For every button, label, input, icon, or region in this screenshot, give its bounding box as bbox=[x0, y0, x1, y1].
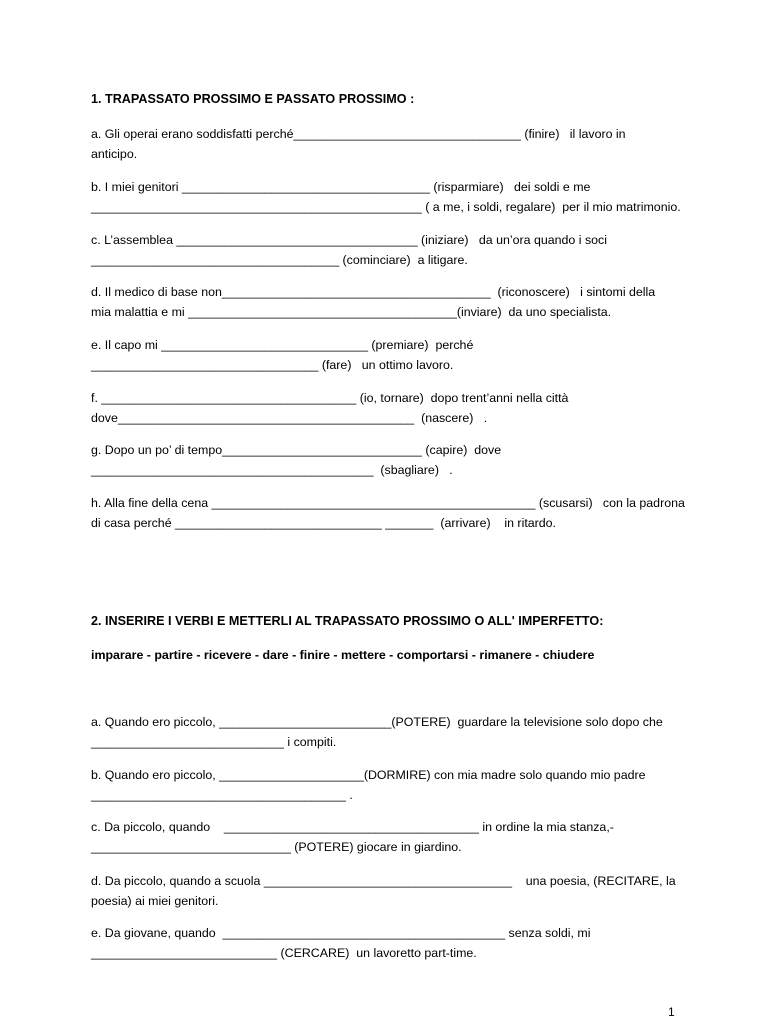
exercise-1g bbox=[91, 440, 691, 480]
exercise-line: poesia) ai miei genitori. bbox=[91, 894, 219, 908]
exercise-2e bbox=[91, 923, 691, 963]
section-2-title: 2. INSERIRE I VERBI E METTERLI AL TRAPASSATO PROSSIMO O ALL' IMPERFETTO: bbox=[91, 614, 604, 628]
exercise-line: ________________________________________________ ( a me, i soldi, regalare) per il mio matrimonio. bbox=[91, 200, 681, 214]
exercise-1d bbox=[91, 282, 691, 322]
exercise-line: h. Alla fine della cena _______________________________________________ (scusarsi) con la padrona bbox=[91, 496, 685, 510]
exercise-line: ___________________________ (CERCARE) un lavoretto part-time. bbox=[91, 946, 477, 960]
exercise-1c bbox=[91, 230, 691, 270]
exercise-1b bbox=[91, 177, 691, 217]
exercise-line: d. Da piccolo, quando a scuola ____________________________________ una poesia, (RECITARE, la bbox=[91, 874, 676, 888]
exercise-line: b. I miei genitori ____________________________________ (risparmiare) dei soldi e me bbox=[91, 180, 591, 194]
exercise-2a bbox=[91, 712, 691, 752]
exercise-line: di casa perché ______________________________ _______ (arrivare) in ritardo. bbox=[91, 516, 556, 530]
exercise-1h bbox=[91, 493, 691, 533]
exercise-line: ____________________________ i compiti. bbox=[91, 735, 337, 749]
verb-list: imparare - partire - ricevere - dare - finire - mettere - comportarsi - rimanere - chiudere bbox=[91, 648, 595, 662]
exercise-line: _____________________________ (POTERE) giocare in giardino. bbox=[91, 840, 462, 854]
exercise-line: dove___________________________________________ (nascere) . bbox=[91, 411, 488, 425]
exercise-line: ____________________________________ (cominciare) a litigare. bbox=[91, 253, 468, 267]
exercise-2c bbox=[91, 817, 691, 857]
exercise-line: _________________________________________ (sbagliare) . bbox=[91, 463, 453, 477]
exercise-line: g. Dopo un po’ di tempo_____________________________ (capire) dove bbox=[91, 443, 502, 457]
exercise-line: d. Il medico di base non_______________________________________ (riconoscere) i sintomi della bbox=[91, 285, 656, 299]
exercise-line: a. Gli operai erano soddisfatti perché_________________________________ (finire) il lavoro in bbox=[91, 127, 626, 141]
section-1-title: 1. TRAPASSATO PROSSIMO E PASSATO PROSSIMO : bbox=[91, 92, 415, 106]
exercise-line: f. _____________________________________ (io, tornare) dopo trent’anni nella città bbox=[91, 391, 569, 405]
page-number: 1 bbox=[668, 1005, 675, 1019]
exercise-1e bbox=[91, 335, 691, 375]
exercise-line: c. L’assemblea ___________________________________ (iniziare) da un’ora quando i soci bbox=[91, 233, 607, 247]
exercise-1f bbox=[91, 388, 691, 428]
exercise-line: _________________________________ (fare) un ottimo lavoro. bbox=[91, 358, 454, 372]
exercise-line: b. Quando ero piccolo, _____________________(DORMIRE) con mia madre solo quando mio padre bbox=[91, 768, 646, 782]
exercise-line: e. Il capo mi ______________________________ (premiare) perché bbox=[91, 338, 474, 352]
exercise-line: mia malattia e mi _______________________________________(inviare) da uno specialista. bbox=[91, 305, 612, 319]
exercise-line: anticipo. bbox=[91, 147, 138, 161]
exercise-line: e. Da giovane, quando _________________________________________ senza soldi, mi bbox=[91, 926, 591, 940]
exercise-2d bbox=[91, 871, 691, 911]
exercise-1a bbox=[91, 124, 691, 164]
exercise-line: a. Quando ero piccolo, _________________________(POTERE) guardare la televisione solo dopo che bbox=[91, 715, 663, 729]
exercise-line: c. Da piccolo, quando _____________________________________ in ordine la mia stanza,- bbox=[91, 820, 614, 834]
exercise-line: _____________________________________ . bbox=[91, 788, 353, 802]
exercise-2b bbox=[91, 765, 691, 805]
